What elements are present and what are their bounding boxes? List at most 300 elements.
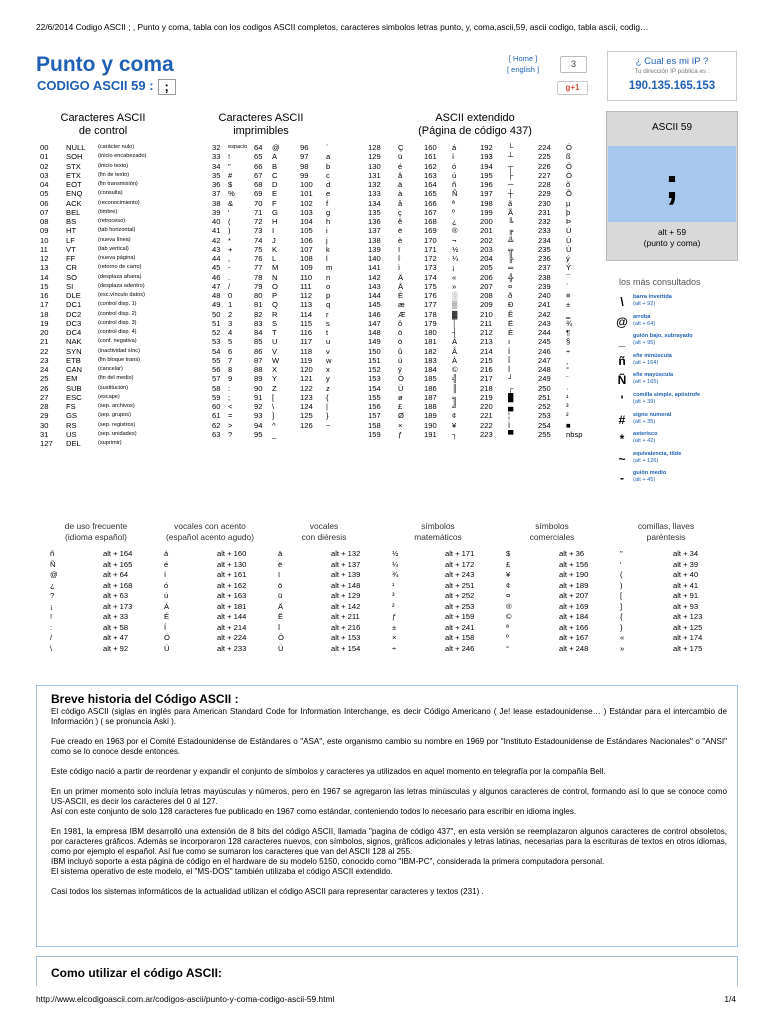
code-abbrev: SYN	[66, 346, 82, 356]
code-description: (escape)	[98, 393, 120, 400]
code-char: &	[228, 198, 234, 208]
extended-row	[368, 254, 598, 263]
code-number: 91	[254, 392, 263, 402]
code-number: 32	[212, 143, 221, 152]
group-char: [	[620, 591, 623, 600]
code-number: 93	[254, 411, 263, 421]
code-abbrev: SOH	[66, 152, 83, 162]
control-row	[40, 439, 190, 448]
code-abbrev: LF	[66, 235, 75, 245]
mc-glyph: '	[620, 393, 624, 407]
code-char: R	[272, 309, 278, 319]
printable-row	[212, 402, 372, 411]
group-row	[50, 581, 160, 592]
code-number: 29	[40, 411, 49, 421]
code-char: L	[272, 254, 277, 263]
code-char: þ	[566, 207, 571, 217]
code-number: 102	[300, 198, 313, 208]
code-number: 243	[538, 318, 551, 328]
code-char: n	[326, 272, 331, 282]
group-char: ª	[506, 622, 509, 632]
code-char: nbsp	[566, 429, 583, 439]
code-abbrev: ETX	[66, 170, 81, 180]
control-table	[40, 143, 190, 448]
code-number: 94	[254, 420, 263, 430]
group-row	[506, 549, 616, 560]
group-code: alt + 39	[673, 559, 699, 569]
code-number: 125	[300, 411, 313, 421]
code-abbrev: ESC	[66, 392, 82, 402]
code-char: M	[272, 263, 279, 273]
code-number: 72	[254, 217, 263, 226]
code-char: `	[326, 143, 329, 152]
group-char: Ú	[164, 643, 170, 653]
group-row	[278, 612, 388, 623]
group-char: ú	[164, 591, 169, 600]
mc-code: (alt + 164)	[633, 359, 659, 366]
group-char: @	[50, 570, 58, 579]
extended-row	[368, 421, 598, 430]
code-char: ª	[452, 198, 455, 208]
code-number: 222	[480, 420, 493, 430]
code-number: 230	[538, 198, 551, 208]
code-number: 109	[300, 263, 313, 273]
code-number: 44	[212, 254, 221, 263]
share-count: 3	[560, 56, 587, 73]
group-code: alt + 233	[217, 643, 247, 653]
code-number: 120	[300, 365, 313, 374]
code-number: 192	[480, 143, 493, 152]
group-char: á	[164, 549, 169, 558]
mc-glyph: Ñ	[617, 373, 627, 388]
group-row	[164, 623, 274, 634]
group-list	[50, 549, 160, 654]
code-number: 157	[368, 411, 381, 421]
code-number: 59	[212, 392, 221, 402]
code-char: E	[272, 189, 278, 199]
group-row	[392, 602, 502, 613]
most-consulted-item[interactable]	[616, 371, 740, 391]
code-char: Á	[452, 337, 458, 347]
code-number: 252	[538, 402, 551, 411]
code-char: ■	[566, 420, 571, 430]
extended-row	[368, 291, 598, 300]
code-char: @	[272, 143, 280, 152]
extended-row	[368, 411, 598, 420]
code-char: U	[272, 337, 278, 347]
code-number: 170	[424, 235, 437, 245]
code-char: ƒ	[398, 429, 403, 439]
mc-name: guión medio	[633, 470, 667, 477]
group-row	[506, 633, 616, 644]
code-char: ı	[508, 337, 511, 347]
printable-row	[212, 310, 372, 319]
code-char: ¾	[566, 318, 573, 328]
code-char: o	[326, 281, 331, 291]
group-code: alt + 164	[103, 549, 133, 558]
most-consulted-item[interactable]	[616, 391, 740, 411]
mc-glyph: *	[619, 432, 625, 447]
code-number: 79	[254, 281, 263, 291]
control-row	[40, 430, 190, 439]
code-char: Ì	[508, 420, 511, 430]
group-code: alt + 251	[445, 580, 475, 590]
code-number: 136	[368, 217, 381, 226]
mc-code: (alt + 126)	[633, 457, 659, 464]
code-char: S	[272, 318, 278, 328]
code-number: 48	[212, 291, 221, 300]
control-row	[40, 245, 190, 254]
code-number: 82	[254, 309, 263, 319]
group-code: alt + 175	[673, 643, 703, 653]
code-char: »	[452, 281, 457, 291]
code-char: Ý	[566, 263, 572, 273]
code-number: 20	[40, 328, 49, 337]
extended-row	[368, 152, 598, 161]
code-number: 88	[254, 365, 263, 374]
group-row	[164, 560, 274, 571]
code-abbrev: SUB	[66, 383, 82, 393]
control-row	[40, 310, 190, 319]
control-row	[40, 337, 190, 346]
group-row	[620, 612, 730, 623]
printable-table	[212, 143, 372, 439]
code-number: 122	[300, 383, 313, 393]
code-char: k	[326, 244, 330, 254]
code-number: 169	[424, 226, 437, 236]
code-char: Y	[272, 374, 278, 384]
printable-row	[212, 319, 372, 328]
code-abbrev: SI	[66, 281, 74, 291]
code-abbrev: ENQ	[66, 189, 83, 199]
code-char: │	[452, 318, 457, 328]
code-char: ´	[566, 281, 569, 291]
code-char: Ñ	[452, 189, 458, 199]
code-number: 237	[538, 263, 551, 273]
extended-row	[368, 189, 598, 198]
group-code: alt + 153	[331, 633, 361, 642]
extended-row	[368, 245, 598, 254]
code-number: 16	[40, 291, 49, 300]
code-number: 69	[254, 189, 263, 199]
code-description: (tab horizontal)	[98, 227, 136, 234]
code-number: 167	[424, 207, 437, 217]
code-number: 199	[480, 207, 493, 217]
group-row	[50, 633, 160, 644]
mc-code: (alt + 95)	[633, 340, 656, 347]
code-number: 28	[40, 402, 49, 411]
code-number: 191	[424, 429, 437, 439]
code-char: á	[452, 143, 457, 152]
group-row	[392, 581, 502, 592]
code-number: 238	[538, 272, 551, 282]
code-char: è	[398, 235, 403, 245]
code-abbrev: EM	[66, 374, 78, 384]
code-number: 159	[368, 429, 381, 439]
code-number: 185	[424, 374, 437, 384]
group-char: {	[620, 612, 623, 621]
group-code: alt + 243	[445, 570, 475, 579]
code-char: 5	[228, 337, 233, 347]
group-char: ö	[278, 580, 283, 590]
code-char: V	[272, 346, 278, 356]
code-number: 196	[480, 180, 493, 189]
home-link[interactable]: [ Home ]	[508, 54, 538, 63]
group-char: ³	[392, 591, 395, 600]
printable-row	[212, 291, 372, 300]
code-number: 221	[480, 411, 493, 421]
code-number: 231	[538, 207, 551, 217]
most-consulted-item[interactable]	[616, 332, 740, 352]
code-number: 141	[368, 263, 381, 273]
code-number: 232	[538, 217, 551, 226]
code-description: (desplaza afuera)	[98, 273, 142, 280]
english-link[interactable]: [ english ]	[507, 65, 540, 74]
code-number: 210	[480, 309, 493, 319]
group-row	[164, 570, 274, 581]
extended-row	[368, 347, 598, 356]
code-number: 213	[480, 337, 493, 347]
code-char: .	[228, 272, 231, 282]
group-char: \	[50, 643, 53, 653]
most-consulted-item[interactable]	[616, 293, 740, 313]
printable-row	[212, 393, 372, 402]
code-number: 34	[212, 161, 221, 171]
group-row	[620, 591, 730, 602]
group-code: alt + 168	[103, 580, 133, 590]
extended-heading: ASCII extendido (Página de código 437)	[418, 112, 532, 137]
group-row	[506, 581, 616, 592]
code-char: ö	[398, 328, 403, 337]
code-char: 0	[228, 291, 233, 300]
group-heading	[150, 521, 270, 542]
code-char: ^	[272, 420, 276, 430]
group-heading	[378, 521, 498, 542]
code-number: 127	[40, 439, 53, 448]
group-sub: con diéresis	[301, 531, 347, 542]
code-char: â	[398, 170, 403, 180]
code-number: 239	[538, 281, 551, 291]
group-row	[50, 591, 160, 602]
code-abbrev: RS	[66, 420, 77, 430]
group-row	[392, 612, 502, 623]
footer-page: 1/4	[724, 994, 736, 1004]
code-number: 152	[368, 365, 381, 374]
code-description: (tab vertical)	[98, 245, 129, 252]
code-number: 234	[538, 235, 551, 245]
code-char: Ä	[398, 272, 404, 282]
code-char: ì	[398, 263, 401, 273]
code-char: À	[452, 355, 458, 365]
printable-row	[212, 337, 372, 346]
code-number: 162	[424, 161, 437, 171]
group-row	[50, 560, 160, 571]
code-number: 11	[40, 244, 48, 254]
group-code: alt + 246	[445, 643, 475, 653]
code-number: 87	[254, 355, 263, 365]
code-description: (fin bloque trans)	[98, 356, 140, 363]
code-number: 81	[254, 300, 263, 310]
code-number: 13	[40, 263, 49, 273]
code-number: 214	[480, 346, 493, 356]
code-description: (consulta)	[98, 190, 123, 197]
site-title[interactable]: Punto y coma	[36, 53, 174, 76]
control-row	[40, 411, 190, 420]
printable-row	[212, 236, 372, 245]
extended-row	[368, 430, 598, 439]
mc-code: (alt + 39)	[633, 399, 656, 405]
code-char: {	[326, 392, 329, 402]
code-abbrev: BS	[66, 217, 77, 226]
code-char: j	[326, 235, 328, 245]
group-title: comillas, llaves	[637, 521, 695, 531]
usage-title: Como utilizar el código ASCII:	[51, 966, 222, 980]
code-number: 45	[212, 263, 221, 273]
code-number: 153	[368, 374, 381, 384]
code-char: Å	[398, 281, 404, 291]
code-char: O	[272, 281, 278, 291]
code-number: 63	[212, 429, 221, 439]
code-char: Ç	[398, 143, 404, 152]
group-row	[392, 633, 502, 644]
group-row	[164, 591, 274, 602]
group-code: alt + 253	[445, 601, 475, 611]
group-code: alt + 125	[673, 622, 703, 632]
code-abbrev: DLE	[66, 291, 81, 300]
code-number: 41	[212, 226, 221, 236]
most-consulted-item[interactable]	[616, 469, 740, 489]
group-heading	[36, 521, 156, 542]
code-number: 129	[368, 152, 381, 162]
group-code: alt + 163	[217, 591, 247, 600]
group-heading	[492, 521, 612, 542]
featured-code: alt + 59	[657, 227, 687, 237]
code-number: 168	[424, 217, 437, 226]
most-consulted-item[interactable]	[616, 352, 740, 372]
history-paragraph: En 1981, la empresa IBM desarrolló una extensión de 8 bits del código ASCII, llamada "pagina de código 437", en esta versión se reemplazaron algunos caracteres de control obsoletos, por caracteres gráficos. Además se incorporaron 128 caracteres nuevos, con símbolos, signos, gráficos adicionales y letras latinas, necesarias para la escrituras de textos en otros idiomas, como por ejemplo el español. Así fue como se sumaron los caracteres que van del ASCII 128 al 255. IBM incluyó soporte a esta página de código en el hardware de su modelo 5150, conocido como "IBM-PC", considerada la primera computadora personal. El sistema operativo de este modelo, el "MS-DOS" también utilizaba el código ASCII extendido.	[51, 827, 727, 876]
control-row	[40, 273, 190, 282]
extended-row	[368, 337, 598, 346]
code-description: (conf. negativa)	[98, 338, 137, 345]
code-char: /	[228, 281, 231, 291]
code-description: (sustitución)	[98, 384, 129, 391]
group-char: "	[620, 549, 623, 558]
code-abbrev: ETB	[66, 355, 81, 365]
most-consulted-item[interactable]	[616, 313, 740, 333]
code-number: 228	[538, 180, 551, 189]
extended-row	[368, 263, 598, 272]
code-char: x	[326, 365, 330, 374]
code-char: t	[326, 328, 329, 337]
ip-address: 190.135.165.153	[628, 80, 716, 92]
code-number: 246	[538, 346, 551, 356]
code-char: z	[326, 383, 330, 393]
subtitle-text: CODIGO ASCII 59 :	[37, 78, 154, 93]
code-char: 4	[228, 328, 233, 337]
code-char: Ò	[566, 170, 572, 180]
code-abbrev: NULL	[66, 143, 86, 152]
group-row	[50, 549, 160, 560]
code-number: 67	[254, 170, 263, 180]
code-char: ô	[398, 318, 403, 328]
code-number: 215	[480, 355, 493, 365]
code-char: Â	[452, 346, 458, 356]
code-char: ?	[228, 429, 233, 439]
featured-caption	[607, 227, 737, 249]
most-consulted-item[interactable]	[616, 411, 740, 431]
code-char: ù	[398, 355, 403, 365]
group-row	[50, 612, 160, 623]
code-number: 77	[254, 263, 263, 273]
group-row	[392, 623, 502, 634]
code-char: 1	[228, 300, 233, 310]
code-number: 137	[368, 226, 381, 236]
group-code: alt + 161	[217, 570, 247, 579]
code-number: 224	[538, 143, 551, 152]
code-number: 116	[300, 328, 313, 337]
code-number: 217	[480, 374, 493, 384]
code-char: H	[272, 217, 278, 226]
control-row	[40, 152, 190, 161]
code-number: 64	[254, 143, 263, 152]
history-paragraph: Fue creado en 1963 por el Comité Estadounidense de Estándares o "ASA", este organismo cambio su nombre en 1969 por "Instituto Estadounidense de Estándares Nacionales" o "ANSI" como se lo conoce desde entonces.	[51, 737, 727, 756]
group-char: ¢	[506, 580, 511, 590]
group-row	[620, 570, 730, 581]
gplus-button[interactable]: g+1	[557, 81, 588, 95]
code-abbrev: FS	[66, 402, 76, 411]
code-number: 01	[40, 152, 49, 162]
code-char: Ø	[398, 411, 404, 421]
code-number: 254	[538, 420, 551, 430]
code-char: a	[326, 152, 331, 162]
code-char: P	[272, 291, 278, 300]
code-char: ¶	[566, 328, 571, 337]
code-number: 241	[538, 300, 551, 310]
code-number: 180	[424, 328, 437, 337]
code-number: 205	[480, 263, 493, 273]
code-abbrev: US	[66, 429, 77, 439]
code-char: g	[326, 207, 331, 217]
code-char: '	[228, 207, 230, 217]
code-description: (suprimir)	[98, 440, 122, 446]
code-char: ┤	[452, 328, 458, 337]
code-number: 119	[300, 355, 313, 365]
control-row	[40, 189, 190, 198]
code-char: p	[326, 291, 331, 300]
code-char: \	[272, 402, 275, 411]
most-consulted-item[interactable]	[616, 450, 740, 470]
group-char: Í	[164, 622, 167, 632]
group-list	[164, 549, 274, 654]
group-row	[50, 623, 160, 634]
code-char: ¥	[452, 420, 457, 430]
extended-row	[368, 208, 598, 217]
code-number: 145	[368, 300, 381, 310]
group-heading	[606, 521, 726, 542]
code-description: (timbre)	[98, 208, 118, 215]
code-char: +	[228, 244, 233, 254]
code-number: 56	[212, 365, 221, 374]
code-number: 229	[538, 189, 551, 199]
group-char: ƒ	[392, 612, 397, 621]
code-number: 255	[538, 429, 551, 439]
code-abbrev: VT	[66, 244, 76, 254]
code-char: 2	[228, 309, 233, 319]
code-number: 80	[254, 291, 263, 300]
group-row	[506, 602, 616, 613]
featured-label: ASCII 59	[651, 122, 693, 133]
most-consulted-item[interactable]	[616, 430, 740, 450]
